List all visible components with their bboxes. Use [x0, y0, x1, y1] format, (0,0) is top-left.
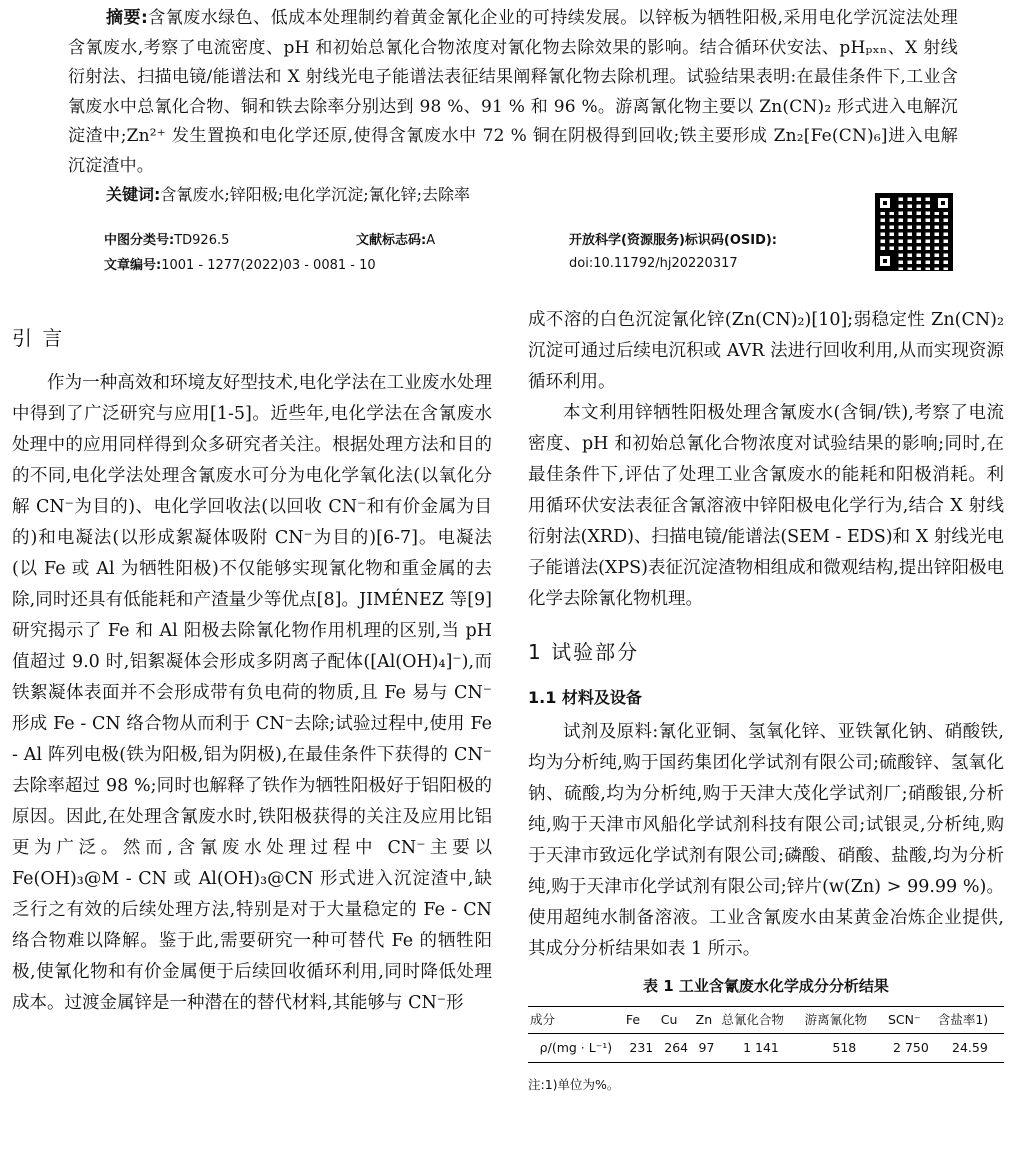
abstract-block	[68, 4, 958, 209]
table-note: 注:1)单位为%。	[528, 1077, 620, 1092]
materials-paragraph: 试剂及原料:氰化亚铜、氢氧化锌、亚铁氰化钠、硝酸铁,均为分析纯,购于国药集团化学试剂有限公司;硫酸锌、氢氧化钠、硫酸,均为分析纯,购于天津大茂化学试剂厂;硝酸银,分析纯,购于天津市风船化学试剂科技有限公司;试银灵,分析纯,购于天津市致远化学试剂有限公司;磷酸、硝酸、盐酸,均为分析纯,购于天津市化学试剂有限公司;锌片(w(Zn) > 99.99 %)。使用超纯水制备溶液。工业含氰废水由某黄金冶炼企业提供,其成分分析结果如表 1 所示。	[528, 722, 1004, 959]
continued-paragraph: 成不溶的白色沉淀氰化锌(Zn(CN)₂)[10];弱稳定性 Zn(CN)₂ 沉淀可通过后续电沉积或 AVR 法进行回收利用,从而实现资源循环利用。	[528, 310, 1004, 392]
article-meta	[104, 226, 864, 276]
abstract-label: 摘要:	[106, 8, 148, 28]
table-cell: 2 750	[886, 1034, 936, 1063]
doi-value: 10.11792/hj20220317	[593, 256, 738, 271]
table-header-row	[528, 1007, 1004, 1034]
table-header: SCN⁻	[886, 1007, 936, 1034]
materials-subsection-heading: 1.1 材料及设备	[528, 688, 642, 707]
osid-qr-code[interactable]	[876, 194, 952, 270]
table-cell: 1 141	[719, 1034, 802, 1063]
doc-code-value: A	[426, 233, 436, 248]
table-header: 成分	[528, 1007, 624, 1034]
article-no-label: 文章编号:	[104, 258, 162, 273]
table-header: 总氰化合物	[719, 1007, 802, 1034]
composition-table	[528, 1006, 1004, 1063]
introduction-paragraph: 作为一种高效和环境友好型技术,电化学法在工业废水处理中得到了广泛研究与应用[1-5]。近些年,电化学法在含氰废水处理中的应用同样得到众多研究者关注。根据处理方法和目的的不同,电化学法处理含氰废水可分为电化学氧化法(以氧化分解 CN⁻为目的)、电化学回收法(以回收 CN⁻和有价金属为目的)和电凝法(以形成絮凝体吸附 CN⁻为目的)[6-7]。电凝法(以 Fe 或 Al 为牺牲阳极)不仅能够实现氰化物和重金属的去除,同时还具有低能耗和产渣量少等优点[8]。JIMÉNEZ 等[9]研究揭示了 Fe 和 Al 阳极去除氰化物作用机理的区别,当 pH 值超过 9.0 时,铝絮凝体会形成多阴离子配体([Al(OH)₄]⁻),而铁絮凝体表面并不会形成带有负电荷的物质,且 Fe 易与 CN⁻形成 Fe - CN 络合物从而利于 CN⁻去除;试验过程中,使用 Fe - Al 阵列电极(铁为阳极,铝为阴极),在最佳条件下获得的 CN⁻去除率超过 98 %;同时也解释了铁作为牺牲阳极好于铝阳极的原因。因此,在处理含氰废水时,铁阳极获得的关注及应用比铝更为广泛。然而,含氰废水处理过程中 CN⁻主要以 Fe(OH)₃@M - CN 或 Al(OH)₃@CN 形式进入沉淀渣中,缺乏行之有效的后续处理方法,特别是对于大量稳定的 Fe - CN 络合物难以降解。鉴于此,需要研究一种可替代 Fe 的牺牲阳极,使氰化物和有价金属便于后续回收循环利用,同时降低处理成本。过渡金属锌是一种潜在的替代材料,其能够与 CN⁻形	[12, 373, 492, 1013]
right-column	[528, 305, 1004, 1100]
table-header: Fe	[624, 1007, 659, 1034]
abstract	[68, 4, 958, 181]
left-column	[12, 305, 492, 1019]
introduction-heading: 引 言	[12, 326, 65, 350]
doc-code-label: 文献标志码:	[356, 233, 427, 248]
doi-label: doi:	[569, 256, 594, 271]
experiment-section-heading: 1 试验部分	[528, 640, 640, 664]
osid-label: 开放科学(资源服务)标识码(OSID):	[569, 233, 778, 248]
row-label-cell: ρ/(mg · L⁻¹)	[528, 1034, 624, 1063]
keywords-text: 含氰废水;锌阳极;电化学沉淀;氰化锌;去除率	[160, 185, 470, 204]
table-header: Cu	[659, 1007, 694, 1034]
keywords	[68, 181, 958, 209]
abstract-text: 含氰废水绿色、低成本处理制约着黄金氰化企业的可持续发展。以锌板为牺牲阳极,采用电化学沉淀法处理含氰废水,考察了电流密度、pH 和初始总氰化合物浓度对氰化物去除效果的影响。结合循环伏安法、pHₚₓₙ、X 射线衍射法、扫描电镜/能谱法和 X 射线光电子能谱法表征结果阐释氰化物去除机理。试验结果表明:在最佳条件下,工业含氰废水中总氰化合物、铜和铁去除率分别达到 98 %、91 % 和 96 %。游离氰化物主要以 Zn(CN)₂ 形式进入电解沉淀渣中;Zn²⁺ 发生置换和电化学还原,使得含氰废水中 72 % 铜在阴极得到回收;铁主要形成 Zn₂[Fe(CN)₆]进入电解沉淀渣中。	[68, 8, 958, 176]
table-header: 含盐率1)	[936, 1007, 1004, 1034]
article-no-value: 1001 - 1277(2022)03 - 0081 - 10	[161, 258, 376, 273]
table-cell: 231	[624, 1034, 659, 1063]
study-paragraph: 本文利用锌牺牲阳极处理含氰废水(含铜/铁),考察了电流密度、pH 和初始总氰化合物浓度对试验结果的影响;同时,在最佳条件下,评估了处理工业含氰废水的能耗和阳极消耗。利用循环伏安法表征含氰溶液中锌阳极电化学行为,结合 X 射线衍射法(XRD)、扫描电镜/能谱法(SEM - EDS)和 X 射线光电子能谱法(XPS)表征沉淀渣物相组成和微观结构,提出锌阳极电化学去除氰化物机理。	[528, 403, 1004, 609]
table-cell: 24.59	[936, 1034, 1004, 1063]
table1-title: 表 1 工业含氰废水化学成分分析结果	[643, 977, 889, 995]
table-header: Zn	[694, 1007, 720, 1034]
table-cell: 97	[694, 1034, 720, 1063]
table-header: 游离氰化物	[803, 1007, 886, 1034]
keywords-label: 关键词:	[106, 185, 161, 204]
clc-label: 中图分类号:	[104, 233, 175, 248]
clc-value: TD926.5	[174, 233, 230, 248]
table-cell: 264	[659, 1034, 694, 1063]
table-cell: 518	[803, 1034, 886, 1063]
table-row	[528, 1034, 1004, 1063]
